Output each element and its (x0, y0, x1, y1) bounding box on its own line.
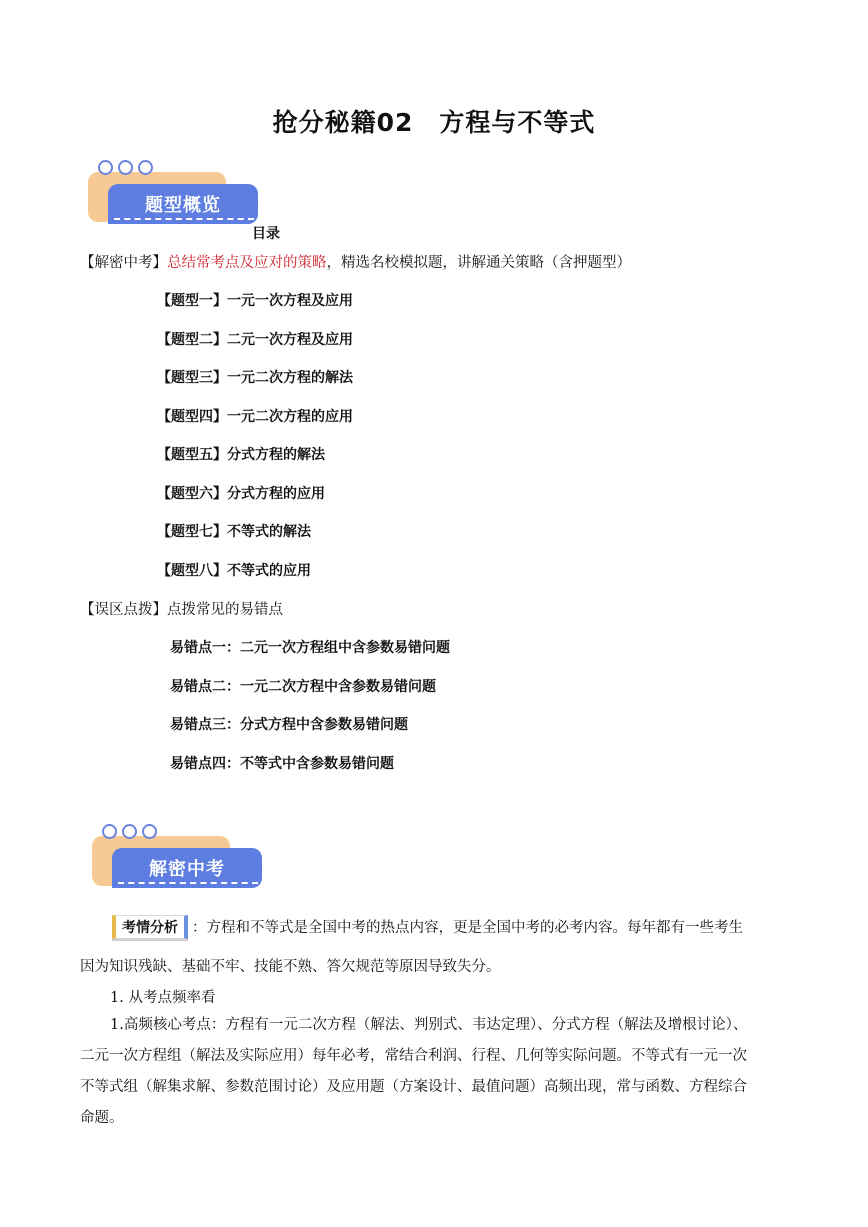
toc-item-type-1[interactable]: 【题型一】一元一次方程及应用 (157, 293, 353, 309)
paragraph-line: 1.高频核心考点：方程有一元二次方程（解法、判别式、韦达定理）、分式方程（解法及增根讨论）、 (110, 1017, 748, 1033)
toc-item-type-8[interactable]: 【题型八】不等式的应用 (157, 563, 311, 579)
banner-rings-icon (98, 160, 153, 175)
toc-heading: 目录 (252, 226, 280, 242)
analysis-badge: 考情分析 (112, 915, 188, 939)
error-line: 【误区点拨】点拨常见的易错点 (80, 602, 283, 618)
toc-item-type-7[interactable]: 【题型七】不等式的解法 (157, 524, 311, 540)
section-banner-overview (88, 160, 268, 230)
toc-error-point-2[interactable]: 易错点二：一元二次方程中含参数易错问题 (170, 679, 436, 695)
analysis-line-2: 因为知识残缺、基础不牢、技能不熟、答欠规范等原因导致失分。 (80, 959, 501, 975)
toc-item-type-4[interactable]: 【题型四】一元二次方程的应用 (157, 409, 353, 425)
analysis-line (112, 915, 743, 939)
banner-label: 题型概览 (108, 184, 258, 224)
toc-item-type-3[interactable]: 【题型三】一元二次方程的解法 (157, 370, 353, 386)
analysis-text: ：方程和不等式是全国中考的热点内容，更是全国中考的必考内容。每年都有一些考生 (192, 920, 743, 936)
decode-prefix: 【解密中考】 (80, 255, 167, 271)
toc-error-point-4[interactable]: 易错点四：不等式中含参数易错问题 (170, 756, 394, 772)
paragraph-1 (80, 1010, 800, 1134)
section-banner-decode (92, 824, 272, 894)
toc-item-type-6[interactable]: 【题型六】分式方程的应用 (157, 486, 325, 502)
banner-rings-icon (102, 824, 157, 839)
page-title: 抢分秘籍02 方程与不等式 (272, 108, 596, 137)
toc-item-type-2[interactable]: 【题型二】二元一次方程及应用 (157, 332, 353, 348)
paragraph-line: 二元一次方程组（解法及实际应用）每年必考，常结合利润、行程、几何等实际问题。不等式有一元一次 (80, 1048, 747, 1064)
paragraph-line: 不等式组（解集求解、参数范围讨论）及应用题（方案设计、最值问题）高频出现，常与函数、方程综合 (80, 1079, 747, 1095)
toc-item-type-5[interactable]: 【题型五】分式方程的解法 (157, 447, 325, 463)
decode-line (80, 251, 631, 272)
section-heading-1: 1. 从考点频率看 (110, 990, 216, 1006)
banner-dash (118, 882, 258, 884)
toc-error-point-3[interactable]: 易错点三：分式方程中含参数易错问题 (170, 717, 408, 733)
paragraph-line: 命题。 (80, 1110, 124, 1126)
decode-rest: ，精选名校模拟题，讲解通关策略（含押题型） (326, 255, 631, 271)
decode-highlight: 总结常考点及应对的策略 (167, 255, 327, 271)
toc-error-point-1[interactable]: 易错点一：二元一次方程组中含参数易错问题 (170, 640, 450, 656)
banner-dash (114, 218, 254, 220)
banner-label: 解密中考 (112, 848, 262, 888)
